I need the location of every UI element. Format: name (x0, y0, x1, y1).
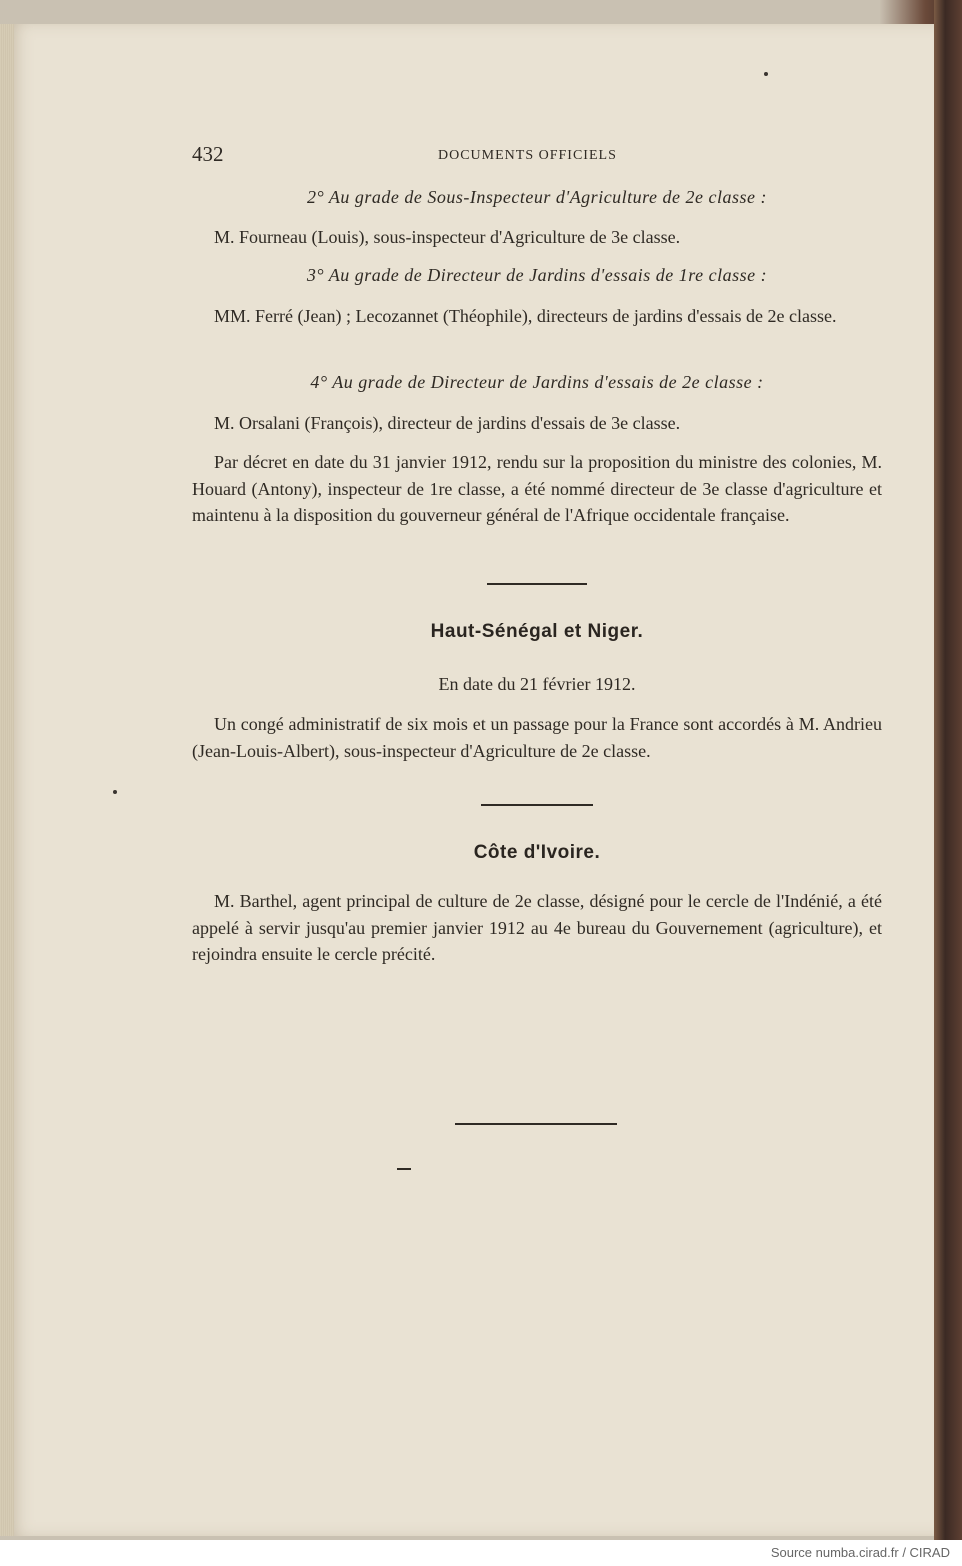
grade3-text: MM. Ferré (Jean) ; Lecozannet (Théophile), directeurs de jardins d'essais de 2e classe. (214, 306, 837, 326)
grade3-heading: 3° Au grade de Directeur de Jardins d'essais de 1re classe : (306, 265, 768, 285)
book-page (8, 24, 934, 1536)
source-credit: Source numba.cirad.fr / CIRAD (770, 1545, 950, 1560)
book-binding (934, 0, 962, 1540)
grade2-heading: 2° Au grade de Sous-Inspecteur d'Agriculture de 2e classe : (307, 187, 767, 207)
cote-ivoire-paragraph: M. Barthel, agent principal de culture de 2e classe, désigné pour le cercle de l'Indénié, a été appelé à servir jusqu'au premier janvier 1912 au 4e bureau du Gouvernement (agriculture), et rejoindra ensuite le cercle précité. (192, 891, 882, 964)
page-number: 432 (192, 142, 224, 166)
section-divider (481, 804, 593, 806)
page-speck (113, 790, 117, 794)
section-title-haut-senegal: Haut-Sénégal et Niger. (430, 621, 644, 642)
grade4-text: M. Orsalani (François), directeur de jardins d'essais de 3e classe. (214, 413, 681, 433)
grade4-heading: 4° Au grade de Directeur de Jardins d'essais de 2e classe : (310, 372, 764, 392)
section-date: En date du 21 février 1912. (438, 674, 636, 694)
grade2-text: M. Fourneau (Louis), sous-inspecteur d'Agriculture de 3e classe. (214, 227, 681, 247)
running-title: DOCUMENTS OFFICIELS (438, 148, 617, 163)
decree-paragraph: Par décret en date du 31 janvier 1912, rendu sur la proposition du ministre des colonies, M. Houard (Antony), inspecteur de 1re classe, a été nommé directeur de 3e classe d'agriculture et maintenu à la disposition du gouverneur général de l'Afrique occidentale française. (192, 452, 882, 525)
section-title-cote-ivoire: Côte d'Ivoire. (473, 842, 601, 863)
page-edge-stack (0, 24, 14, 1536)
end-divider (455, 1123, 617, 1125)
page-speck (764, 72, 768, 76)
section-divider (487, 583, 587, 585)
ink-mark (397, 1168, 411, 1170)
haut-senegal-paragraph: Un congé administratif de six mois et un passage pour la France sont accordés à M. Andrieu (Jean-Louis-Albert), sous-inspecteur d'Agriculture de 2e classe. (192, 714, 882, 761)
